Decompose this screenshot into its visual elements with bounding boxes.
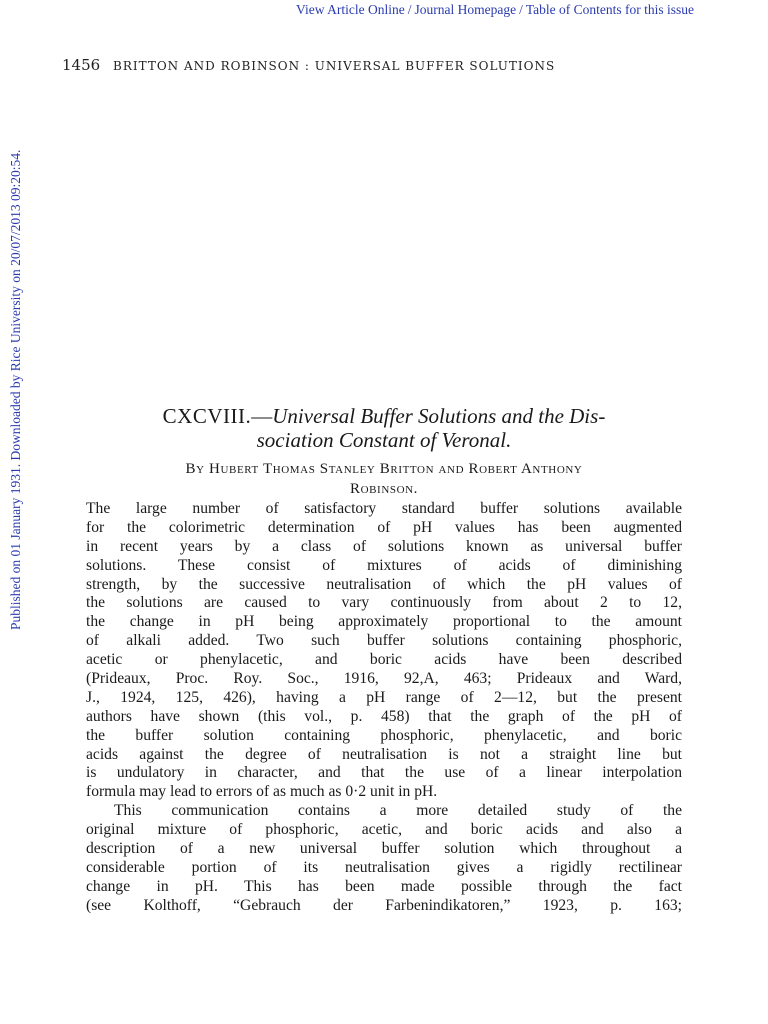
body-line: the solutions are caused to vary continuously from about 2 to 12, — [86, 594, 682, 612]
author-line-1: By Hubert Thomas Stanley Britton and Robert Anthony — [185, 461, 583, 477]
download-stamp-text: Published on 01 January 1931. Downloaded by Rice University on 20/07/2013 09:20:54. — [8, 149, 23, 630]
body-line: (Prideaux, Proc. Roy. Soc., 1916, 92,A, 463; Prideaux and Ward, — [86, 670, 682, 688]
paragraph-1 — [86, 500, 682, 802]
body-line: for the colorimetric determination of pH values has been augmented — [86, 518, 682, 536]
body-line: description of a new universal buffer solution which throughout a — [86, 840, 682, 858]
body-line: original mixture of phosphoric, acetic, and boric acids and also a — [86, 821, 682, 839]
body-line: acetic or phenylacetic, and boric acids have been described — [86, 651, 682, 669]
running-head-text: BRITTON AND ROBINSON : UNIVERSAL BUFFER SOLUTIONS — [113, 59, 556, 73]
body-line: (see Kolthoff, “Gebrauch der Farbenindikatoren,” 1923, p. 163; — [86, 896, 682, 914]
page-number: 1456 — [62, 56, 101, 74]
body-line: the buffer solution containing phosphoric, phenylacetic, and boric — [86, 726, 682, 744]
running-head — [62, 56, 662, 74]
download-stamp — [8, 148, 24, 630]
title-line-2: sociation Constant of Veronal. — [256, 428, 512, 452]
paragraph-2 — [86, 802, 682, 915]
article-title — [86, 404, 682, 452]
title-text-1: Universal Buffer Solutions and the Dis- — [272, 404, 606, 428]
view-article-online-link[interactable]: View Article Online — [296, 2, 405, 17]
article-body — [86, 500, 682, 916]
body-line: authors have shown (this vol., p. 458) that the graph of the pH of — [86, 707, 682, 725]
body-line: acids against the degree of neutralisation is not a straight line but — [86, 745, 682, 763]
body-line: strength, by the successive neutralisation of which the pH values of — [86, 575, 682, 593]
body-line: is undulatory in character, and that the use of a linear interpolation — [86, 764, 682, 782]
author-byline — [86, 459, 682, 499]
body-line: This communication contains a more detailed study of the — [114, 802, 682, 820]
body-line: J., 1924, 125, 426), having a pH range of 2—12, but the present — [86, 688, 682, 706]
title-dash: — — [251, 404, 273, 428]
body-line: formula may lead to errors of as much as 0·2 unit in pH. — [86, 783, 438, 801]
body-line: of alkali added. Two such buffer solutions containing phosphoric, — [86, 632, 682, 650]
journal-homepage-link[interactable]: Journal Homepage — [414, 2, 517, 17]
title-line-1 — [86, 404, 682, 428]
header-links — [0, 2, 768, 18]
table-of-contents-link[interactable]: Table of Contents for this issue — [525, 2, 694, 17]
body-line: considerable portion of its neutralisation gives a rigidly rectilinear — [86, 858, 682, 876]
body-line: in recent years by a class of solutions known as universal buffer — [86, 537, 682, 555]
article-number: CXCVIII. — [162, 404, 252, 428]
link-separator: / — [407, 2, 412, 17]
body-line: change in pH. This has been made possible through the fact — [86, 877, 682, 895]
body-line: the change in pH being approximately proportional to the amount — [86, 613, 682, 631]
body-line: solutions. These consist of mixtures of acids of diminishing — [86, 556, 682, 574]
author-line-2: Robinson. — [349, 481, 419, 497]
body-line: The large number of satisfactory standard buffer solutions available — [86, 500, 682, 517]
link-separator: / — [519, 2, 523, 17]
